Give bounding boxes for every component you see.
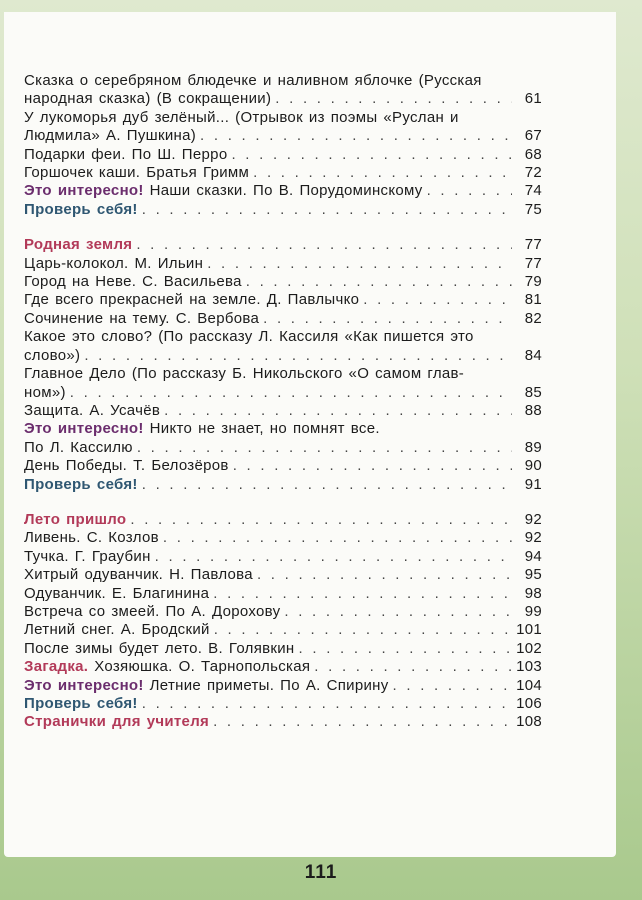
dot-leader	[213, 713, 512, 731]
toc-entry-title: Встреча со змеей. По А. Дорохову	[24, 602, 281, 620]
dot-leader	[163, 529, 512, 547]
toc-entry	[24, 476, 542, 494]
toc-entry	[24, 585, 542, 603]
dot-leader	[393, 677, 512, 695]
toc-entry	[24, 310, 542, 328]
toc-page-number: 67	[524, 127, 542, 145]
toc-page-number: 108	[516, 713, 542, 731]
dot-leader	[142, 476, 512, 494]
toc-page-number: 74	[524, 182, 542, 200]
toc-entry-title: По Л. Кассилю	[24, 438, 133, 456]
toc-entry-text: Сказка о серебряном блюдечке и наливном яблочке (Русская	[24, 72, 482, 89]
toc-entry-text: Хозяюшка. О. Тарнопольская	[94, 658, 311, 676]
dot-leader	[142, 201, 512, 219]
toc-page-number: 99	[524, 602, 542, 620]
toc-entry-text: Летние приметы. По А. Спирину	[149, 676, 389, 694]
toc-entry-title: Ливень. С. Козлов	[24, 529, 159, 547]
toc-entry	[24, 402, 542, 420]
toc-entry-title: Защита. А. Усачёв	[24, 401, 161, 419]
toc-entry	[24, 529, 542, 547]
table-of-contents	[24, 72, 542, 732]
dot-leader	[284, 603, 512, 621]
dot-leader	[263, 310, 512, 328]
toc-entry-title	[24, 658, 310, 676]
dot-leader	[142, 695, 512, 713]
toc-page-number: 79	[524, 273, 542, 291]
toc-page-number: 95	[524, 566, 542, 584]
toc-page-number: 103	[516, 658, 542, 676]
dot-leader	[257, 566, 512, 584]
check-yourself-label: Проверь себя!	[24, 200, 138, 218]
dot-leader	[155, 548, 512, 566]
toc-entry-title: Хитрый одуванчик. Н. Павлова	[24, 566, 253, 584]
toc-entry	[24, 182, 542, 200]
toc-entry	[24, 621, 542, 639]
teacher-pages-label: Странички для учителя	[24, 713, 210, 731]
toc-page-number: 88	[524, 401, 542, 419]
toc-entry-title: Тучка. Г. Граубин	[24, 547, 151, 565]
dot-leader	[214, 621, 512, 639]
toc-entry-title: День Победы. Т. Белозёров	[24, 457, 229, 475]
toc-entry-title: Сочинение на тему. С. Вербова	[24, 309, 260, 327]
toc-page-number: 85	[524, 383, 542, 401]
interesting-label: Это интересно!	[24, 182, 144, 200]
dot-leader	[164, 402, 512, 420]
toc-page-number: 106	[516, 695, 542, 712]
toc-entry-title: слово»)	[24, 346, 81, 364]
toc-page-number: 82	[524, 309, 542, 327]
toc-page-number: 92	[524, 529, 542, 547]
toc-entry-title: Горшочек каши. Братья Гримм	[24, 164, 250, 182]
toc-entry-title: Людмила» А. Пушкина)	[24, 127, 197, 145]
toc-page-number: 91	[524, 475, 542, 493]
toc-entry-title: После зимы будет лето. В. Голявкин	[24, 639, 295, 657]
toc-page-number: 84	[524, 346, 542, 364]
dot-leader	[84, 347, 512, 365]
toc-page-number: 92	[524, 510, 542, 528]
toc-page-number: 72	[524, 164, 542, 182]
toc-entry	[24, 201, 542, 219]
dot-leader	[233, 457, 512, 475]
dot-leader	[299, 640, 512, 658]
toc-entry-title: Город на Неве. С. Васильева	[24, 273, 242, 291]
toc-entry-text: Наши сказки. По В. Порудоминскому	[149, 182, 423, 200]
toc-entry-title	[24, 677, 389, 695]
dot-leader	[70, 384, 512, 402]
book-page	[4, 12, 616, 857]
dot-leader	[363, 291, 512, 309]
toc-page-number: 90	[524, 457, 542, 475]
interesting-label: Это интересно!	[24, 420, 144, 438]
dot-leader	[137, 439, 512, 457]
toc-entry	[24, 439, 542, 457]
dot-leader	[136, 236, 512, 254]
toc-entry	[24, 347, 542, 365]
toc-entry	[24, 273, 542, 291]
toc-entry-title: ном»)	[24, 383, 66, 401]
dot-leader	[200, 127, 512, 145]
dot-leader	[253, 164, 512, 182]
toc-entry	[24, 127, 542, 145]
toc-entry	[24, 713, 542, 731]
toc-entry	[24, 90, 542, 108]
toc-entry-text	[24, 420, 542, 438]
toc-page-number: 75	[524, 200, 542, 218]
dot-leader	[231, 146, 512, 164]
toc-entry-title: Царь-колокол. М. Ильин	[24, 254, 204, 272]
dot-leader	[130, 511, 512, 529]
toc-entry	[24, 695, 542, 713]
toc-entry	[24, 384, 542, 402]
check-yourself-label: Проверь себя!	[24, 695, 138, 712]
page-number: 111	[304, 862, 338, 883]
toc-entry-text: Главное Дело (По рассказу Б. Никольского «О самом глав-	[24, 365, 465, 383]
toc-entry	[24, 291, 542, 309]
section-title: Лето пришло	[24, 510, 127, 528]
toc-entry-title: Летний снег. А. Бродский	[24, 621, 210, 639]
toc-entry-title: Одуванчик. Е. Благинина	[24, 584, 210, 602]
toc-entry	[24, 640, 542, 658]
toc-page-number: 68	[524, 145, 542, 163]
toc-entry-title: Где всего прекрасней на земле. Д. Павлычко	[24, 291, 360, 309]
toc-entry	[24, 164, 542, 182]
toc-page-number: 81	[524, 291, 542, 309]
toc-entry-title	[24, 182, 423, 200]
section-title: Родная земля	[24, 236, 133, 254]
toc-page-number: 89	[524, 438, 542, 456]
toc-entry-title: народная сказка) (В сокращении)	[24, 90, 272, 108]
interesting-label: Это интересно!	[24, 676, 144, 694]
dot-leader	[427, 182, 512, 200]
toc-page-number: 102	[516, 639, 542, 657]
toc-entry-text: Какое это слово? (По рассказу Л. Кассиля «Как пишется это	[24, 328, 474, 346]
toc-page-number: 77	[524, 236, 542, 254]
toc-page-number: 77	[524, 254, 542, 272]
toc-section-heading	[24, 236, 542, 254]
toc-page-number: 98	[524, 584, 542, 602]
dot-leader	[246, 273, 512, 291]
toc-entry-text: У лукоморья дуб зелёный... (Отрывок из поэмы «Руслан и	[24, 108, 459, 126]
toc-entry	[24, 146, 542, 164]
toc-page-number: 104	[516, 676, 542, 694]
toc-entry	[24, 548, 542, 566]
toc-page-number: 61	[524, 90, 542, 108]
riddle-label: Загадка.	[24, 658, 89, 676]
dot-leader	[207, 255, 512, 273]
toc-entry	[24, 255, 542, 273]
toc-entry	[24, 603, 542, 621]
toc-entry	[24, 566, 542, 584]
dot-leader	[213, 585, 512, 603]
toc-section-heading	[24, 511, 542, 529]
toc-entry-text: Никто не знает, но помнят все.	[149, 420, 380, 438]
toc-entry	[24, 457, 542, 475]
dot-leader	[314, 658, 512, 676]
toc-entry-title: Подарки феи. По Ш. Перро	[24, 145, 228, 163]
dot-leader	[275, 90, 512, 108]
toc-entry	[24, 677, 542, 695]
toc-page-number: 101	[516, 621, 542, 639]
toc-page-number: 94	[524, 547, 542, 565]
check-yourself-label: Проверь себя!	[24, 475, 138, 493]
toc-entry	[24, 658, 542, 676]
